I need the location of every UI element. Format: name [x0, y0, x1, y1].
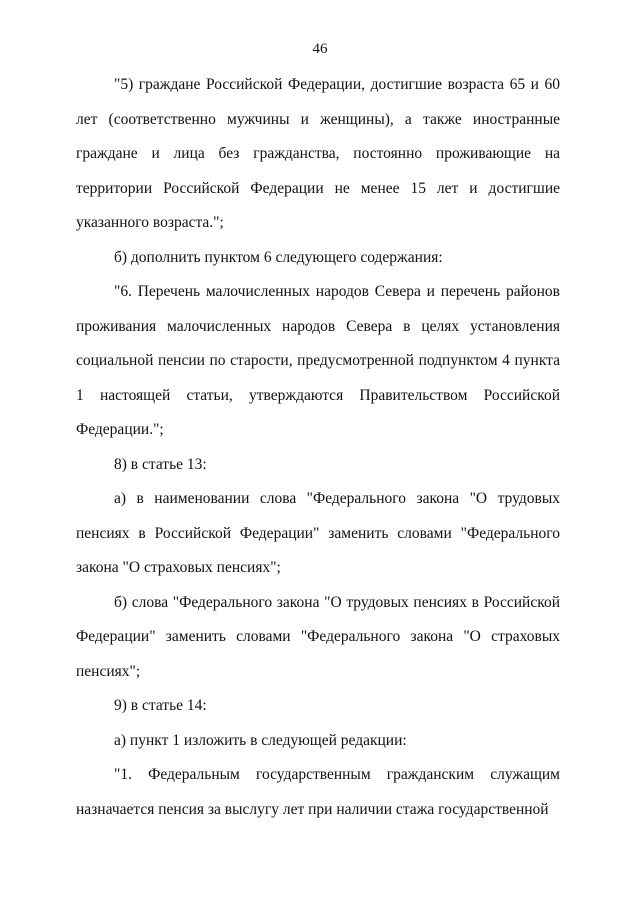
paragraph-article-14: 9) в статье 14: — [114, 697, 207, 714]
document-body — [76, 68, 560, 827]
paragraph-add-point-6: б) дополнить пунктом 6 следующего содержания: — [114, 248, 443, 266]
paragraph-article-13-b: б) слова "Федерального закона "О трудовых пенсиях в Российской Федерации" заменить словами "Федерального закона "О страховых пенсиях"; — [76, 593, 560, 680]
paragraph-civil-servants-pension: "1. Федеральным государственным гражданским служащим назначается пенсия за выслугу лет при наличии стажа государственной — [76, 766, 560, 818]
page-number: 46 — [312, 41, 328, 57]
paragraph-article-13: 8) в статье 13: — [114, 455, 207, 473]
paragraph-item-5-pensioners: "5) граждане Российской Федерации, достигшие возраста 65 и 60 лет (соответственно мужчины и женщины), а также иностранные граждане и лица без гражданства, постоянно проживающие на территории Российской Федерации не менее 15 лет и достигшие указанного возраста."; — [76, 76, 560, 231]
paragraph-article-13-a: а) в наименовании слова "Федерального закона "О трудовых пенсиях в Российской Федерации" заменить словами "Федерального закона "О страховых пенсиях"; — [76, 490, 560, 576]
paragraph-point-6-text: "6. Перечень малочисленных народов Севера и перечень районов проживания малочисленных народов Севера в целях установления социальной пенсии по старости, предусмотренной подпунктом 4 пункта 1 настоящей статьи, утверждаются Правительством Российской Федерации."; — [76, 283, 560, 438]
paragraph-article-14-a: а) пункт 1 изложить в следующей редакции: — [114, 731, 407, 749]
